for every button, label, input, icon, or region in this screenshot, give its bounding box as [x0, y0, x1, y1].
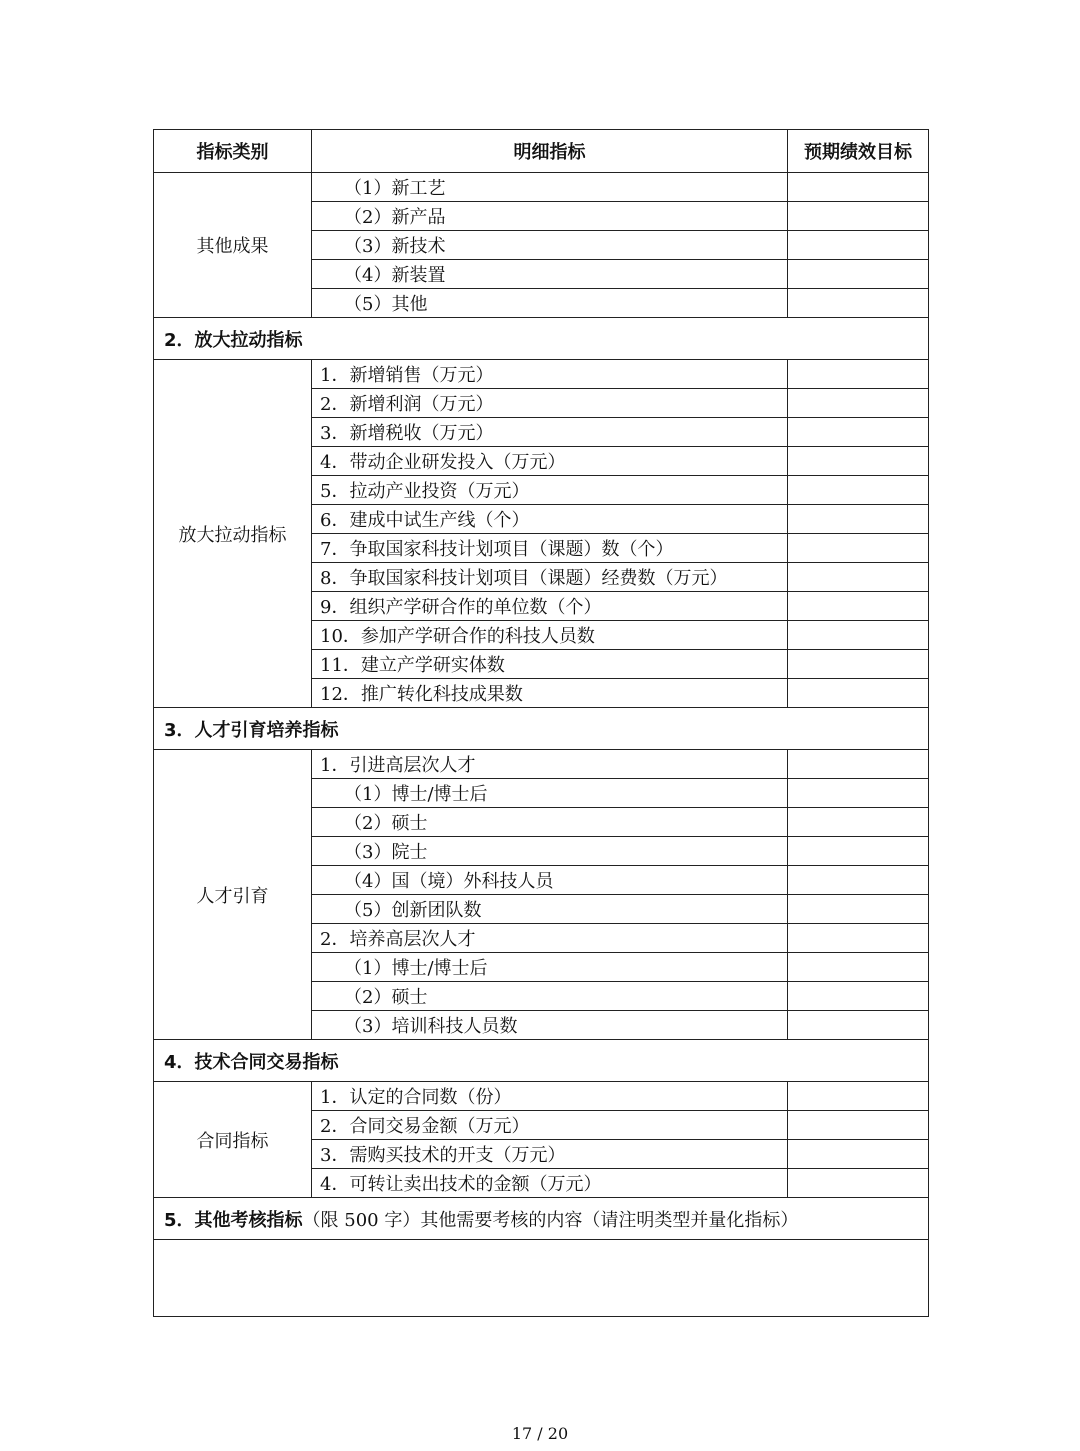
detail-indicator-cell: （5）其他 — [312, 289, 788, 318]
detail-indicator-cell: （4）国（境）外科技人员 — [312, 866, 788, 895]
target-value-cell[interactable] — [788, 447, 929, 476]
detail-indicator-cell: 1．认定的合同数（份） — [312, 1082, 788, 1111]
target-value-cell[interactable] — [788, 1082, 929, 1111]
target-value-cell[interactable] — [788, 260, 929, 289]
detail-indicator-cell: 4．可转让卖出技术的金额（万元） — [312, 1169, 788, 1198]
table-row — [154, 750, 929, 779]
detail-indicator-cell: 1．引进高层次人才 — [312, 750, 788, 779]
target-value-cell[interactable] — [788, 866, 929, 895]
table-row — [154, 173, 929, 202]
detail-indicator-cell: 9．组织产学研合作的单位数（个） — [312, 592, 788, 621]
other-indicators-entry-row — [154, 1240, 929, 1317]
section-row — [154, 708, 929, 750]
target-value-cell[interactable] — [788, 953, 929, 982]
category-cell: 其他成果 — [154, 173, 312, 318]
detail-indicator-cell: （1）博士/博士后 — [312, 779, 788, 808]
table-row — [154, 360, 929, 389]
section-heading-cell — [154, 708, 929, 750]
target-value-cell[interactable] — [788, 289, 929, 318]
section-heading-cell — [154, 318, 929, 360]
section-row — [154, 1198, 929, 1240]
section-row — [154, 318, 929, 360]
category-cell: 人才引育 — [154, 750, 312, 1040]
section-title: 3．人才引育培养指标 — [164, 719, 339, 741]
target-value-cell[interactable] — [788, 779, 929, 808]
target-value-cell[interactable] — [788, 389, 929, 418]
detail-indicator-cell: （3）新技术 — [312, 231, 788, 260]
target-value-cell[interactable] — [788, 750, 929, 779]
detail-indicator-cell: 3．新增税收（万元） — [312, 418, 788, 447]
detail-indicator-cell: 5．拉动产业投资（万元） — [312, 476, 788, 505]
header-detail: 明细指标 — [312, 130, 788, 173]
target-value-cell[interactable] — [788, 924, 929, 953]
category-cell: 放大拉动指标 — [154, 360, 312, 708]
detail-indicator-cell: （2）硕士 — [312, 808, 788, 837]
detail-indicator-cell: 2．合同交易金额（万元） — [312, 1111, 788, 1140]
table-row — [154, 1082, 929, 1111]
target-value-cell[interactable] — [788, 418, 929, 447]
target-value-cell[interactable] — [788, 1011, 929, 1040]
section-heading-cell — [154, 1040, 929, 1082]
target-value-cell[interactable] — [788, 173, 929, 202]
header-category: 指标类别 — [154, 130, 312, 173]
detail-indicator-cell: （2）硕士 — [312, 982, 788, 1011]
detail-indicator-cell: （2）新产品 — [312, 202, 788, 231]
section-title: 5．其他考核指标 — [164, 1209, 303, 1231]
section-heading-cell — [154, 1198, 929, 1240]
target-value-cell[interactable] — [788, 534, 929, 563]
section-title: 4．技术合同交易指标 — [164, 1051, 339, 1073]
section-row — [154, 1040, 929, 1082]
target-value-cell[interactable] — [788, 650, 929, 679]
detail-indicator-cell: （1）新工艺 — [312, 173, 788, 202]
indicator-table-body — [154, 130, 929, 1317]
target-value-cell[interactable] — [788, 505, 929, 534]
detail-indicator-cell: 6．建成中试生产线（个） — [312, 505, 788, 534]
target-value-cell[interactable] — [788, 895, 929, 924]
detail-indicator-cell: 2．新增利润（万元） — [312, 389, 788, 418]
indicator-table — [153, 129, 929, 1317]
detail-indicator-cell: 2．培养高层次人才 — [312, 924, 788, 953]
detail-indicator-cell: 11．建立产学研实体数 — [312, 650, 788, 679]
target-value-cell[interactable] — [788, 1111, 929, 1140]
section-title: 2．放大拉动指标 — [164, 329, 303, 351]
detail-indicator-cell: 10．参加产学研合作的科技人员数 — [312, 621, 788, 650]
detail-indicator-cell: （1）博士/博士后 — [312, 953, 788, 982]
detail-indicator-cell: 3．需购买技术的开支（万元） — [312, 1140, 788, 1169]
page-number: 17 / 20 — [511, 1424, 569, 1443]
target-value-cell[interactable] — [788, 476, 929, 505]
target-value-cell[interactable] — [788, 808, 929, 837]
detail-indicator-cell: （5）创新团队数 — [312, 895, 788, 924]
target-value-cell[interactable] — [788, 360, 929, 389]
detail-indicator-cell: （3）院士 — [312, 837, 788, 866]
category-cell: 合同指标 — [154, 1082, 312, 1198]
detail-indicator-cell: （3）培训科技人员数 — [312, 1011, 788, 1040]
target-value-cell[interactable] — [788, 1140, 929, 1169]
header-target: 预期绩效目标 — [788, 130, 929, 173]
target-value-cell[interactable] — [788, 202, 929, 231]
detail-indicator-cell: 12．推广转化科技成果数 — [312, 679, 788, 708]
target-value-cell[interactable] — [788, 1169, 929, 1198]
target-value-cell[interactable] — [788, 592, 929, 621]
target-value-cell[interactable] — [788, 563, 929, 592]
other-indicators-entry-area[interactable] — [154, 1240, 929, 1317]
target-value-cell[interactable] — [788, 679, 929, 708]
detail-indicator-cell: （4）新装置 — [312, 260, 788, 289]
target-value-cell[interactable] — [788, 231, 929, 260]
detail-indicator-cell: 4．带动企业研发投入（万元） — [312, 447, 788, 476]
target-value-cell[interactable] — [788, 621, 929, 650]
table-header-row — [154, 130, 929, 173]
target-value-cell[interactable] — [788, 837, 929, 866]
detail-indicator-cell: 7．争取国家科技计划项目（课题）数（个） — [312, 534, 788, 563]
detail-indicator-cell: 1．新增销售（万元） — [312, 360, 788, 389]
target-value-cell[interactable] — [788, 982, 929, 1011]
detail-indicator-cell: 8．争取国家科技计划项目（课题）经费数（万元） — [312, 563, 788, 592]
section-note: （限 500 字）其他需要考核的内容（请注明类型并量化指标） — [302, 1209, 799, 1231]
